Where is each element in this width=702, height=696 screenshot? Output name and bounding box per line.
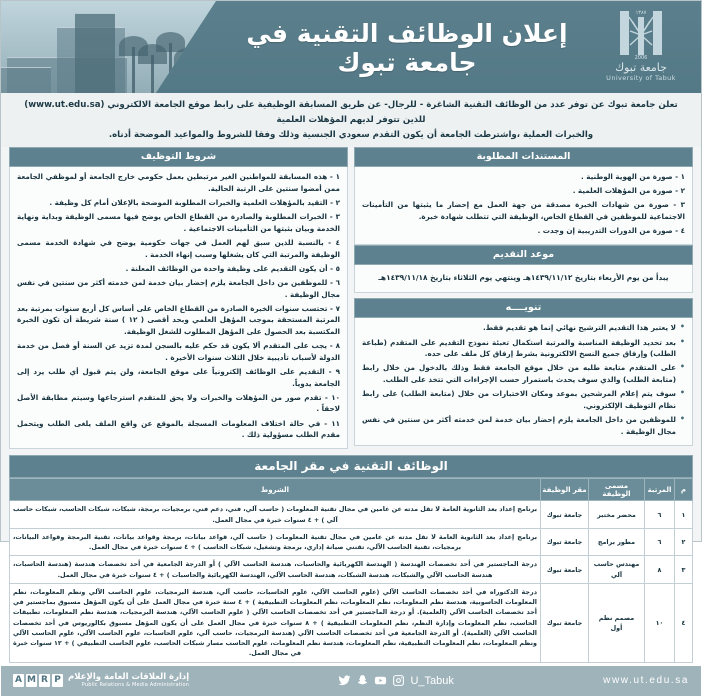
university-website-link[interactable]: www.ut.edu.sa	[28, 100, 101, 110]
list-item: ٩ - التقديم على الوظائف إلكترونياً على موقع الجامعة، ولن يتم قبول أي طلب يرد إلى الجامعة يدوياً.	[17, 366, 340, 388]
col-header-conditions: الشروط	[10, 479, 541, 501]
cell-location: جامعة تبوك	[541, 583, 589, 662]
youtube-icon[interactable]	[374, 674, 387, 687]
cell-conditions: برنامج إعداد بعد الثانوية العامة لا تقل مدته عن عامين في مجال تقنية المعلومات ( حاسب آلي، قواعد بيانات، برمجة وقواعد بيانات، تقنية البرمجة وقواعد البيانات، برمجيات، تقنية الحاسب الآلي، تقنني صيانة إداري، برمجة وتشغيل، شبكات الحاسب ) + ٤ سنوات خبرة في مجال العمل.	[10, 528, 541, 556]
list-item: ٤ - صورة من الدورات التدريبية إن وجدت .	[537, 226, 685, 236]
cell-no: ٤	[675, 583, 693, 662]
instagram-icon[interactable]	[392, 674, 405, 687]
cell-rank: ٦	[645, 501, 675, 529]
notice-list	[354, 318, 693, 445]
table-row	[10, 583, 693, 662]
table-row	[10, 556, 693, 584]
prma-letter-a: A	[13, 674, 24, 687]
list-item: ٧ - تحتسب سنوات الخبرة الصادرة من القطاع الخاص على أساس كل أربع سنوات بمرتبة بعد المرتبة المستحقة بموجب المؤهل العلمي وبحد أقصى ( ١٢ ) سنة شريطة أن تكون الخبرة المكتسبة بعد الحصول على المؤهل المطلوب للشغل الوظيفة.	[17, 303, 340, 336]
intro-line1a: تعلن جامعة تبوك عن توفر عدد من الوظائف التقنية الشاغرة - للرجال- عن طريق المسابقة الوظيفية على رابط موقع الجامعة الالكتروني (	[100, 100, 678, 110]
prma-letter-m: M	[27, 675, 36, 686]
cell-conditions: درجة الدكتوراه في أحد تخصصات الحاسب الآلي (علوم الحاسب الآلي، علوم الحاسبات، حاسب آلي، هندسة البرمجيات، علوم الحاسب الآلي ونظم المعلومات، نظم المعلومات الحاسوبية، هندسة نظم المعلومات، نظم المعلومات، نظم المعلومات التطبيقية ) + ٤ سنة خبرة في مجال العمل على أن يكون المؤهل مسبوق بماجستير في أحد تخصصات الحاسب الآلي (العلمية). أو درجة الماجستير في أحد تخصصات الحاسب الآلي ( علوم الحاسب الآلي، هندسة البرمجيات، هندسة نظم المعلومات، تطبيقات الحاسب، نظم المعلومات وإدارة النظم، نظم المعلومات التطبيقية ) + ٨ سنوات خبرة في مجال العمل على أن يكون المؤهل مسبوق بكالوريوس في أحد تخصصات الحاسب الآلي (العلمية). أو الدرجة الجامعية في أحد تخصصات الحاسب الآلي (هندسة البرمجيات، حاسب آلي، علوم الحاسبات، علوم الحاسب الآلي، علوم الحاسب الآلي ونظم المعلومات، نظم المعلومات التطبيقية، نظم المعلومات، هندسة نظم المعلومات، علوم الحاسب مسار شبكات الحاسب، علوم الحاسب التطبيقي ) + ١٢ سنوات خبرة في مجال العمل.	[10, 583, 541, 662]
documents-column	[354, 147, 693, 449]
cell-no: ١	[675, 501, 693, 529]
info-columns	[1, 147, 701, 449]
prma-name-ar: إدارة العلاقات العامة والإعلام	[68, 672, 190, 683]
prma-logo	[13, 674, 63, 687]
list-item: ٥ - أن يكون التقديم على وظيفة واحدة من الوظائف المعلنة .	[125, 263, 340, 273]
twitter-icon[interactable]	[338, 674, 351, 687]
jobs-table-section	[1, 449, 701, 662]
poster-header	[1, 1, 701, 93]
cell-job: مصمم نظم أول	[589, 583, 645, 662]
poster-footer	[1, 663, 701, 696]
list-item: ٣ - صورة من شهادات الخبرة مصدقة من جهة العمل مع إحضار ما يثبتها من التأمينات الاجتماعية للموظفين في القطاع الخاص، الوظيفة التي تتطلب شهادة خبرة.	[362, 200, 685, 222]
logo-name-en: University of Tabuk	[606, 73, 676, 82]
list-item: ١١ - في حالة اختلاف المعلومات المسجلة بالموقع عن واقع الملف يلغى الطلب ويتحمل مقدم الطلب مسؤولية ذلك .	[17, 418, 340, 440]
list-item: ١ - صورة من الهوية الوطنية .	[580, 172, 685, 182]
social-handle: U_Tabuk	[410, 674, 454, 687]
tabuk-emblem-icon	[610, 5, 672, 61]
notice-heading: تنويــــه	[354, 298, 693, 318]
cell-location: جامعة تبوك	[541, 556, 589, 584]
list-item: • بعد تحديد الوظيفة المناسبة والمرتبة استكمال تعبئة نموذج التقديم على المتقدم (طباعة الطلب) وإرفاق جميع النسخ الالكترونية بشرط إرفاق كل ملف على حده.	[362, 337, 685, 360]
social-links	[338, 674, 453, 687]
table-header-row	[10, 479, 693, 501]
cell-rank: ٨	[645, 556, 675, 584]
page-title: إعلان الوظائف التقنية في جامعة تبوك	[246, 19, 568, 77]
svg-text:2006: 2006	[634, 55, 648, 61]
cell-job: مطور برامج	[589, 528, 645, 556]
col-header-rank: المرتبة	[645, 479, 675, 501]
list-item: ٣ - الخبرات المطلوبة والصادرة من القطاع الخاص يوضح فيها مسمى الوظيفة وبداية ونهاية الخدمة وبيان بثبتها من التأمينات الاجتماعية .	[17, 212, 340, 233]
conditions-column	[9, 147, 348, 449]
table-row	[10, 528, 693, 556]
apply-date-heading: موعد التقديم	[354, 245, 693, 265]
col-header-location: مقر الوظيفة	[541, 479, 589, 501]
logo-name-ar: جامعة تبوك	[615, 61, 667, 74]
list-item: ٢ - صورة من المؤهلات العلمية .	[572, 186, 685, 196]
list-item: ٨ - يجب على المتقدم ألا يكون قد حكم عليه بالسجن لمدة تزيد عن السنة أو فصل من خدمة الدولة لأسباب تأديبية خلال الثلاث سنوات الأخيرة .	[17, 341, 340, 362]
prma-branding	[13, 673, 189, 688]
conditions-list	[9, 167, 348, 449]
list-item: ١ - هذه المسابقة للمواطنين الغير مرتبطين بعمل حكومي خارج الجامعة أو لموظفي الجامعة ممن أمضوا سنتين على الرتبة الحالية.	[17, 172, 340, 193]
cell-no: ٢	[675, 528, 693, 556]
cell-job: مهندس حاسب آلي	[589, 556, 645, 584]
table-row	[10, 501, 693, 529]
jobs-table-title: الوظائف التقنية في مقر الجامعة	[9, 455, 693, 478]
cell-rank: ٦	[645, 528, 675, 556]
documents-heading: المستندات المطلوبة	[354, 147, 693, 167]
prma-letter-p: P	[52, 674, 63, 687]
cell-no: ٣	[675, 556, 693, 584]
list-item: ٤ - بالنسبة للذين سبق لهم العمل في جهات حكومية يوضح في شهادة الخدمة مسمى الوظيفة والمرتبة التي كان يشغلها وسبب إنهاء الخدمة .	[17, 237, 340, 259]
svg-text:١٣٨٧: ١٣٨٧	[635, 10, 647, 16]
apply-date-text: يبدأ من يوم الأربعاء بتاريخ ١٤٣٩/١١/١٢هـ وينتهي يوم الثلاثاء بتاريخ ١٤٣٩/١١/١٨هـ	[378, 273, 669, 283]
intro-line2: والخبرات العملية ،واشترطت الجامعة أن يكون التقدم سعودي الجنسية وذلك وفقا للشروط والمواعيد الموضحة أدناه.	[108, 130, 594, 141]
intro-paragraph	[1, 93, 701, 147]
list-item: ٦ - للموظفين من داخل الجامعة يلزم إحضار بيان خدمة لمن خدمته أكثر من سنتين في نفس مجال الوظيفة .	[17, 277, 340, 299]
campus-photo	[1, 1, 216, 93]
documents-list	[354, 167, 693, 245]
list-item: ١٠ - تقدم صور من المؤهلات والخبرات ولا يحق للمتقدم استرجاعها وسيتم مطابقة الأصل لاحقاً .	[17, 392, 340, 414]
prma-letter-r: R	[39, 674, 50, 687]
conditions-heading: شروط التوظيف	[9, 147, 348, 167]
apply-date-body	[354, 265, 693, 293]
col-header-no: م	[675, 479, 693, 501]
prma-name-en: Public Relations & Media Administration	[81, 681, 190, 688]
cell-job: محضر مختبر	[589, 501, 645, 529]
snapchat-icon[interactable]	[356, 674, 369, 687]
col-header-job: مسمى الوظيفة	[589, 479, 645, 501]
list-item: ٢ - التقيد بالمؤهلات العلمية والخبرات المطلوبة الموضحة بالإعلان أمام كل وظيفة .	[49, 197, 340, 207]
list-item: • على المتقدم متابعة طلبه من خلال موقع الجامعة فقط وذلك بالدخول من خلال رابط (متابعة الطلب) والذي سوف يحدث باستمرار حسب الإجراءات التي تتخذ على الطلب.	[362, 362, 685, 385]
list-item: • لا يعتبر هذا التقديم الترشيح نهائي إنما هو تقديم فقط.	[362, 322, 685, 334]
cell-location: جامعة تبوك	[541, 528, 589, 556]
cell-conditions: برنامج إعداد بعد الثانوية العامة لا تقل مدته عن عامين في مجال تقنية المعلومات ( حاسب آلي، فني، دعم فني، برمجيات، برمجة، شبكات، شبكات الحاسب، شبكات حاسب آلي ) + ٤ سنوات خبرة في مجال العمل.	[10, 501, 541, 529]
cell-location: جامعة تبوك	[541, 501, 589, 529]
university-logo	[589, 5, 693, 89]
list-item: • سوف يتم إعلام المرشحين بموعد ومكان الاختبارات من خلال (متابعة الطلب) على رابط نظام التوظيف الإلكتروني.	[362, 388, 685, 411]
footer-website[interactable]: www.ut.edu.sa	[603, 675, 689, 687]
intro-line1b: ) للذين تتوفر لديهم المؤهلات العلمية	[24, 100, 426, 126]
cell-rank: ١٠	[645, 583, 675, 662]
cell-conditions: درجة الماجستير في أحد تخصصات الهندسة ( الهندسة الكهربائية والحاسبات، هندسة الحاسب الآلي ) أو الدرجة الجامعية في أحد تخصصات هندسة (هندسة الحاسبات، هندسة الحاسب الآلي والشبكات، هندسة الشبكات، هندسة الحاسب الآلي، الهندسة الكهربائية والحاسبات ) + ٤ سنوات خبرة في مجال العمل.	[10, 556, 541, 584]
jobs-table	[9, 478, 693, 662]
list-item: • للموظفين من داخل الجامعة يلزم إحضار بيان خدمة لمن خدمته أكثر من سنتين في نفس مجال الوظيفة .	[362, 414, 685, 437]
